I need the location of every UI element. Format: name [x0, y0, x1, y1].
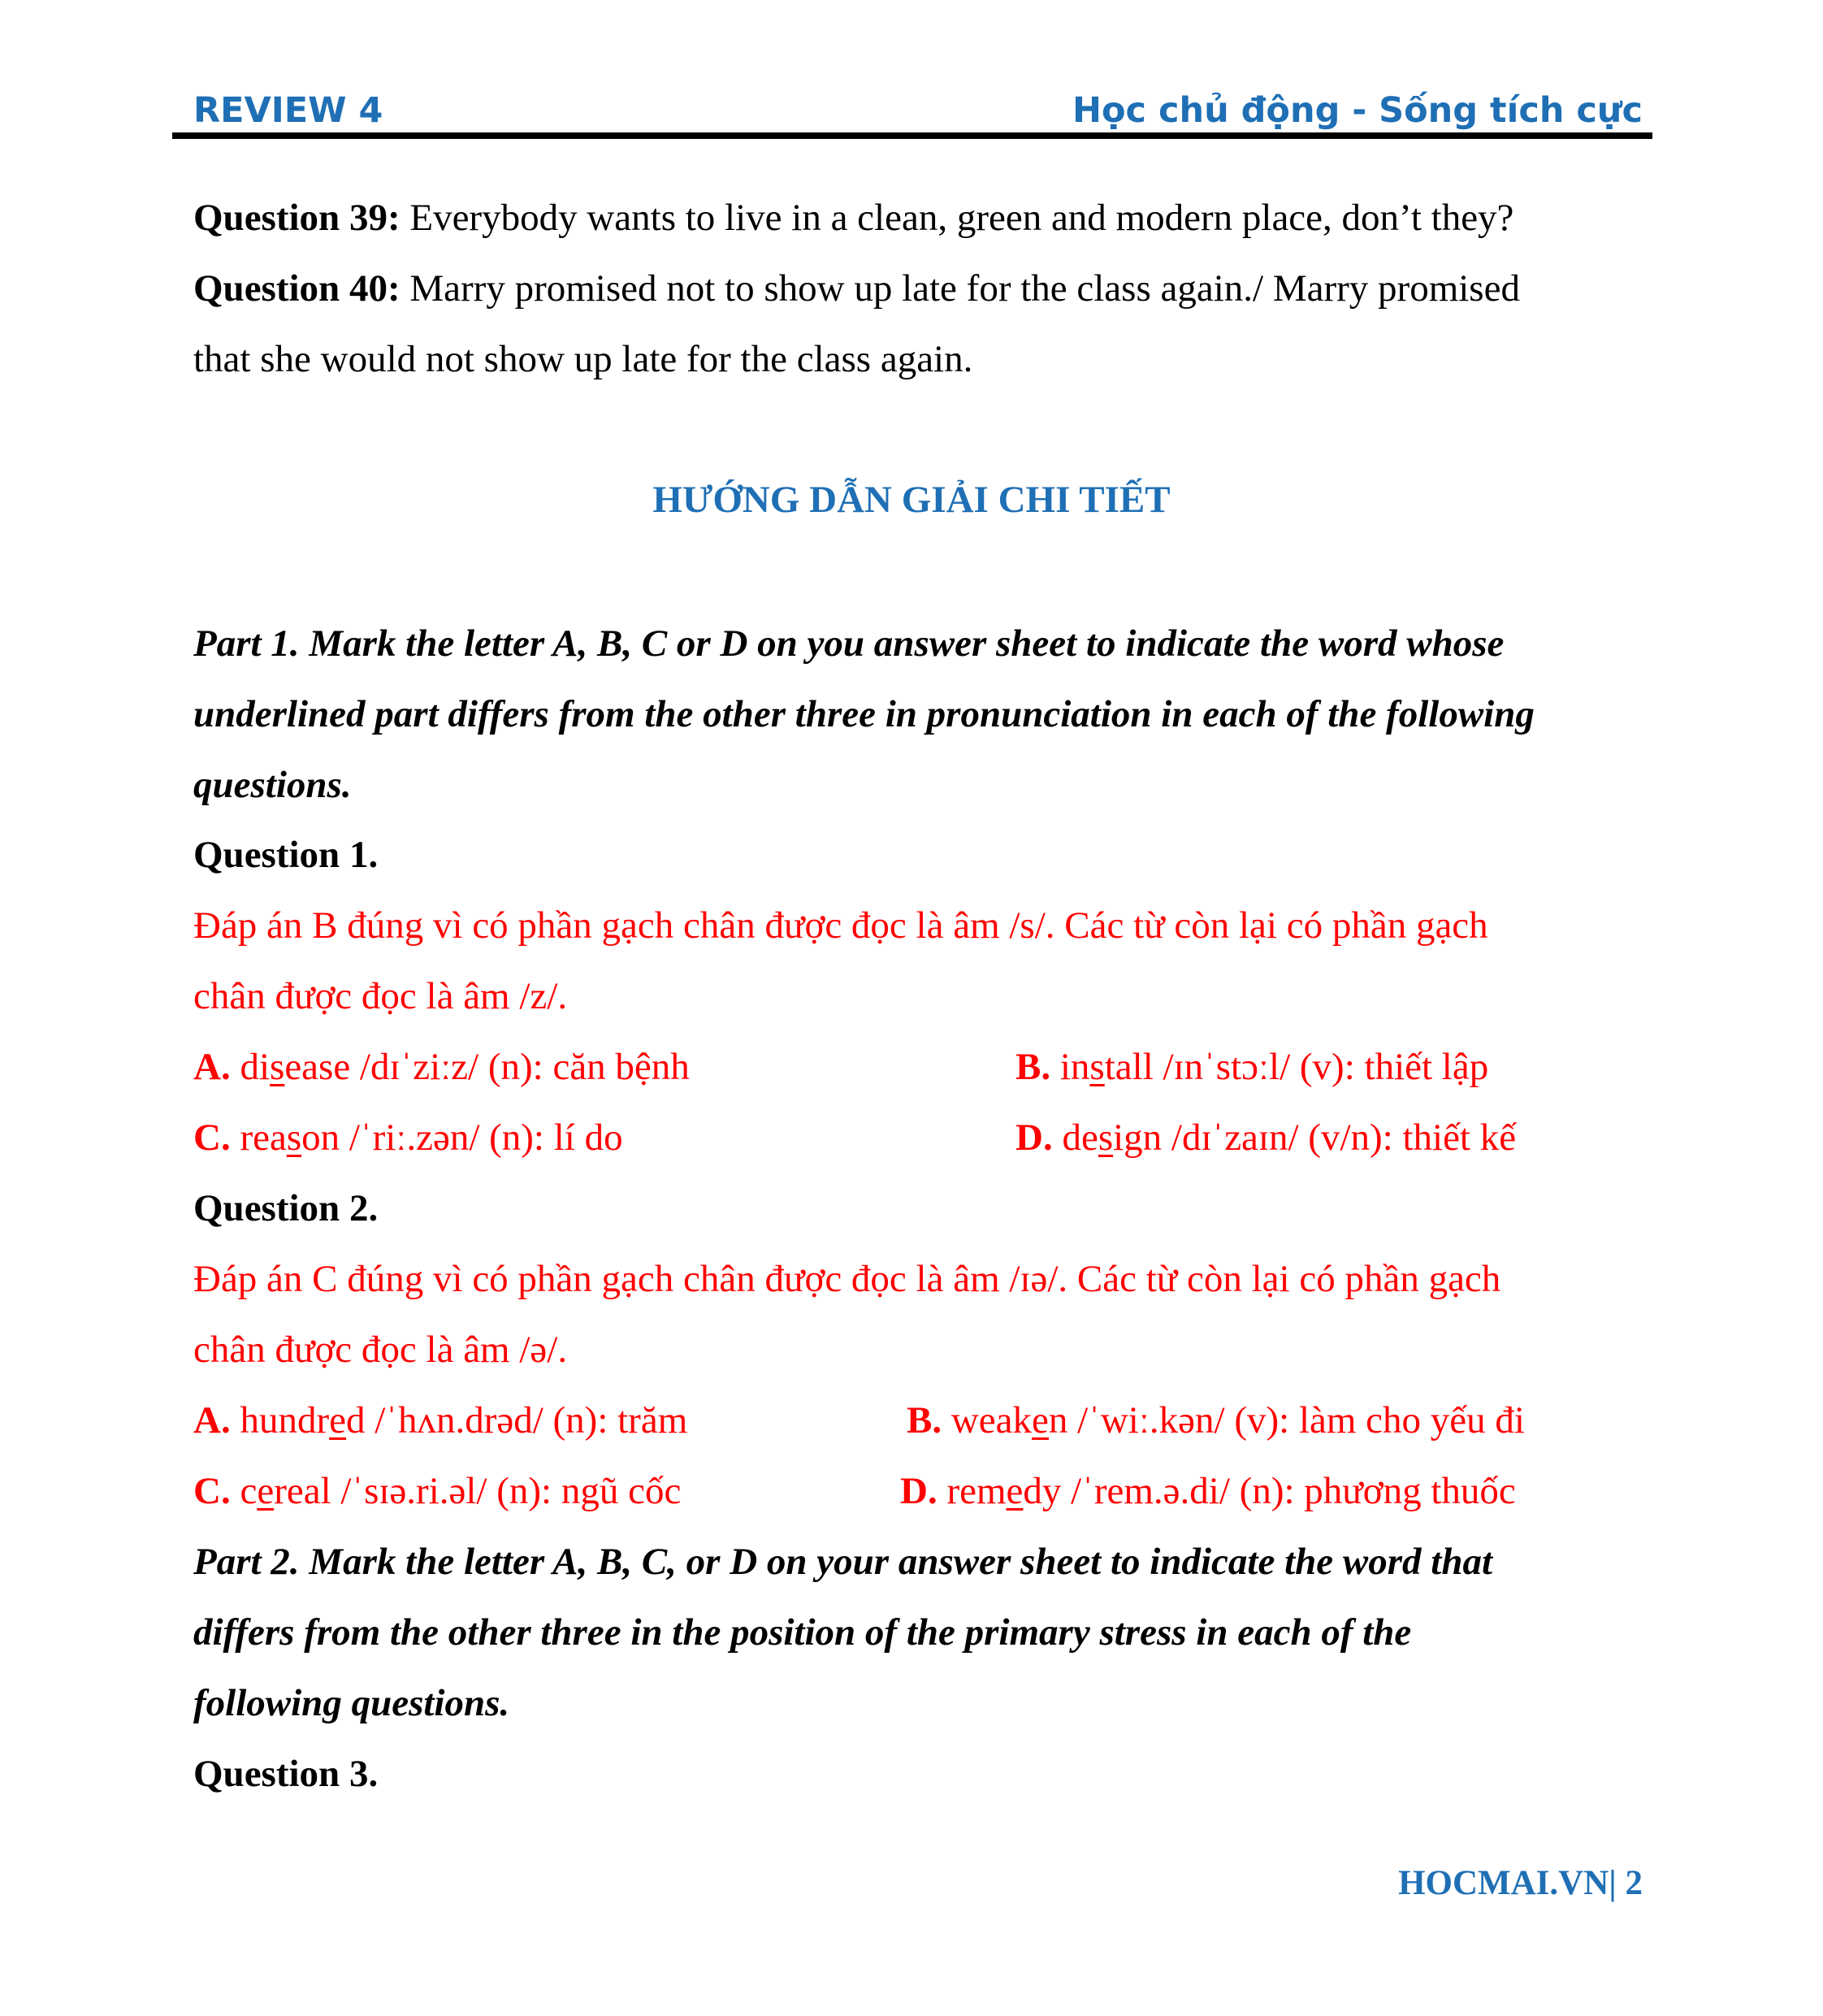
footer-page-number: HOCMAI.VN| 2: [1398, 1864, 1643, 1902]
header-review-label: REVIEW 4: [193, 90, 383, 131]
underlined-part: e: [329, 1399, 346, 1442]
option-letter: A.: [193, 1399, 231, 1442]
part-2-instruction-line3: following questions.: [193, 1682, 510, 1724]
header-divider: [172, 132, 1652, 139]
underlined-part: e: [257, 1470, 275, 1512]
option-letter: C.: [193, 1470, 231, 1512]
question-3-title: Question 3.: [193, 1753, 379, 1795]
question-2-option-d: D. remedy /ˈrem.ə.di/ (n): phương thuốc: [900, 1470, 1516, 1512]
option-letter: B.: [1015, 1046, 1051, 1088]
header-slogan: Học chủ động - Sống tích cực: [1072, 90, 1643, 131]
underlined-part: s: [1089, 1046, 1105, 1088]
part-2-instruction-line1: Part 2. Mark the letter A, B, C, or D on your answer sheet to indicate the word that: [193, 1541, 1493, 1583]
question-1-option-a: A. disease /dɪˈziːz/ (n): căn bệnh: [193, 1046, 690, 1088]
question-2-option-c: C. cereal /ˈsɪə.ri.əl/ (n): ngũ cốc: [193, 1470, 682, 1512]
question-2-option-b: B. weaken /ˈwiː.kən/ (v): làm cho yếu đi: [907, 1399, 1525, 1442]
question-1-option-d: D. design /dɪˈzaɪn/ (v/n): thiết kế: [1015, 1116, 1517, 1159]
question-39-text: Everybody wants to live in a clean, green and modern place, don’t they?: [400, 197, 1514, 239]
option-letter: C.: [193, 1116, 231, 1159]
underlined-part: e: [1006, 1470, 1024, 1512]
question-2-explanation-line2: chân được đọc là âm /ə/.: [193, 1329, 568, 1371]
question-1-title: Question 1.: [193, 834, 379, 876]
question-40-text-line1: Marry promised not to show up late for the class again./ Marry promised: [400, 267, 1520, 310]
option-letter: A.: [193, 1046, 231, 1088]
question-39: [193, 193, 1513, 242]
underlined-part: e: [1032, 1399, 1049, 1442]
question-2-option-a: A. hundred /ˈhʌn.drəd/ (n): trăm: [193, 1399, 688, 1442]
question-40: [193, 264, 1520, 313]
question-1-option-c: C. reason /ˈriː.zən/ (n): lí do: [193, 1116, 623, 1159]
underlined-part: s: [1098, 1116, 1114, 1159]
question-39-label: Question 39:: [193, 197, 401, 239]
question-2-explanation-line1: Đáp án C đúng vì có phần gạch chân được đọc là âm /ɪə/. Các từ còn lại có phần gạch: [193, 1258, 1501, 1300]
part-1-instruction-line2: underlined part differs from the other three in pronunciation in each of the following: [193, 693, 1535, 735]
question-40-text-line2: that she would not show up late for the class again.: [193, 338, 973, 380]
question-40-label: Question 40:: [193, 267, 401, 310]
question-2-title: Question 2.: [193, 1187, 379, 1229]
underlined-part: s: [286, 1116, 302, 1159]
underlined-part: s: [270, 1046, 285, 1088]
question-1-option-b: B. install /ɪnˈstɔːl/ (v): thiết lập: [1015, 1046, 1489, 1088]
part-2-instruction-line2: differs from the other three in the position of the primary stress in each of the: [193, 1611, 1412, 1654]
option-letter: D.: [1015, 1116, 1053, 1159]
question-1-explanation-line2: chân được đọc là âm /z/.: [193, 975, 568, 1017]
option-letter: D.: [900, 1470, 937, 1512]
option-letter: B.: [907, 1399, 942, 1442]
question-1-explanation-line1: Đáp án B đúng vì có phần gạch chân được đọc là âm /s/. Các từ còn lại có phần gạch: [193, 904, 1488, 947]
part-1-instruction-line3: questions.: [193, 764, 352, 806]
section-title: HƯỚNG DẪN GIẢI CHI TIẾT: [652, 479, 1171, 521]
part-1-instruction-line1: Part 1. Mark the letter A, B, C or D on you answer sheet to indicate the word whose: [193, 622, 1505, 665]
